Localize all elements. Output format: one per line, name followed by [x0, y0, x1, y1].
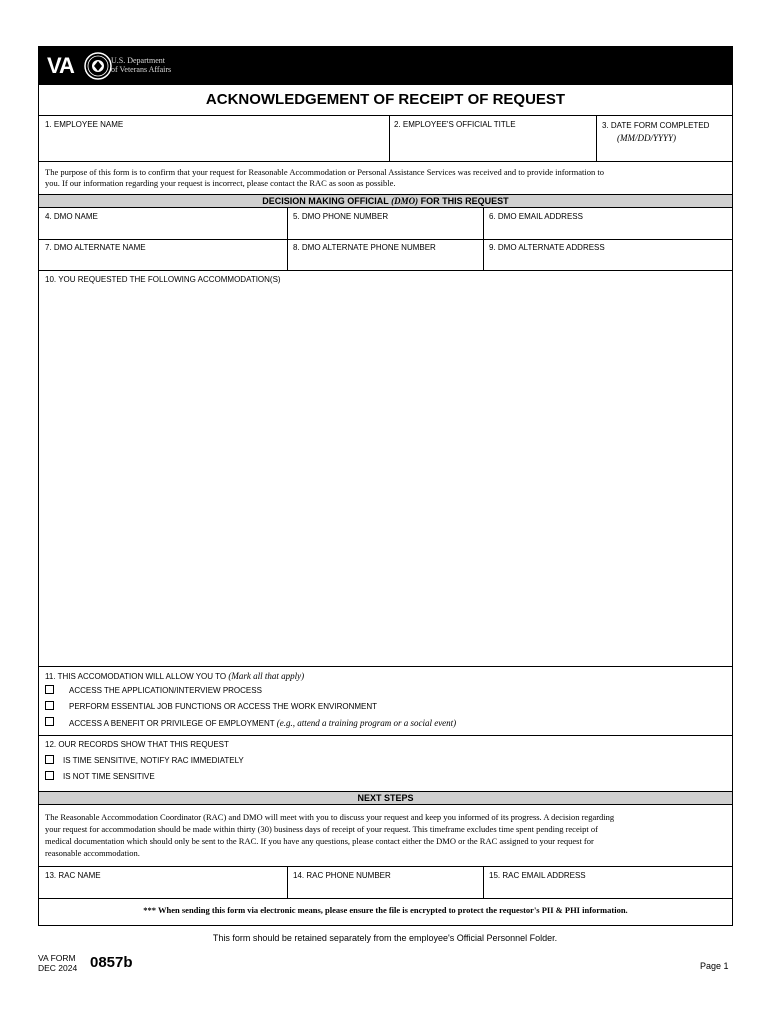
purpose-line-1: The purpose of this form is to confirm that your request for Reasonable Accommodation or Personal Assistance Services was received and to provide information to: [45, 167, 604, 177]
date-completed-field[interactable]: 3. DATE FORM COMPLETED: [602, 121, 710, 130]
department-name: U.S. Department of Veterans Affairs: [111, 56, 172, 74]
accommodations-requested-label: 10. YOU REQUESTED THE FOLLOWING ACCOMMODATION(S): [45, 275, 281, 284]
form-number: 0857b: [90, 954, 133, 971]
date-format-hint: (MM/DD/YYYY): [617, 133, 677, 143]
next-steps-header: NEXT STEPS: [39, 791, 732, 805]
job-functions-checkbox[interactable]: [45, 701, 54, 710]
va-logo: VA: [47, 53, 74, 78]
dmo-phone-field[interactable]: 5. DMO PHONE NUMBER: [293, 212, 389, 221]
job-functions-label: PERFORM ESSENTIAL JOB FUNCTIONS OR ACCESS THE WORK ENVIRONMENT: [69, 702, 378, 711]
next-steps-line-1: The Reasonable Accommodation Coordinator (RAC) and DMO will meet with you to discuss your request and keep you informed of its progress. A decision regarding: [45, 812, 615, 822]
application-process-label: ACCESS THE APPLICATION/INTERVIEW PROCESS: [69, 686, 262, 695]
page-number: Page 1: [700, 961, 729, 971]
form-id-block: VA FORM DEC 2024: [38, 953, 78, 973]
rac-email-field[interactable]: 15. RAC EMAIL ADDRESS: [489, 871, 586, 880]
retention-note: This form should be retained separately from the employee's Official Personnel Folder.: [212, 933, 558, 943]
not-time-sensitive-label: IS NOT TIME SENSITIVE: [63, 772, 155, 781]
next-steps-line-3: medical documentation which should only be sent to the RAC. If you have any questions, please contact either the DMO or the RAC assigned to your request for: [45, 836, 594, 846]
dmo-section-header: DECISION MAKING OFFICIAL (DMO) FOR THIS REQUEST: [39, 194, 732, 208]
rac-phone-field[interactable]: 14. RAC PHONE NUMBER: [293, 871, 391, 880]
va-header-bar: [39, 47, 732, 85]
time-sensitive-checkbox[interactable]: [45, 755, 54, 764]
dmo-alternate-phone-field[interactable]: 8. DMO ALTERNATE PHONE NUMBER: [293, 243, 436, 252]
va-seal-icon: [83, 51, 113, 81]
purpose-line-2: you. If our information regarding your request is incorrect, please contact the RAC as soon as possible.: [45, 178, 396, 188]
benefit-privilege-checkbox[interactable]: [45, 717, 54, 726]
encryption-notice: *** When sending this form via electronic means, please ensure the file is encrypted to protect the requestor's PII & PHI information.: [143, 905, 628, 915]
next-steps-line-4: reasonable accommodation.: [45, 848, 140, 858]
form-title: ACKNOWLEDGEMENT OF RECEIPT OF REQUEST: [205, 91, 566, 108]
dmo-name-field[interactable]: 4. DMO NAME: [45, 212, 98, 221]
employee-name-field[interactable]: 1. EMPLOYEE NAME: [45, 120, 124, 129]
not-time-sensitive-checkbox[interactable]: [45, 771, 54, 780]
dmo-alternate-name-field[interactable]: 7. DMO ALTERNATE NAME: [45, 243, 146, 252]
accommodations-requested-area[interactable]: [39, 287, 732, 665]
section-11-label: 11. THIS ACCOMODATION WILL ALLOW YOU TO (Mark all that apply): [45, 671, 305, 681]
benefit-privilege-label: ACCESS A BENEFIT OR PRIVILEGE OF EMPLOYMENT (e.g., attend a training program or a social event): [69, 718, 457, 728]
application-process-checkbox[interactable]: [45, 685, 54, 694]
employee-title-field[interactable]: 2. EMPLOYEE'S OFFICIAL TITLE: [394, 120, 516, 129]
time-sensitive-label: IS TIME SENSITIVE, NOTIFY RAC IMMEDIATELY: [63, 756, 244, 765]
form-page: [38, 46, 733, 926]
next-steps-line-2: your request for accommodation should be made within thirty (30) business days of receipt of your request. This timeframe excludes time spent pending receipt of: [45, 824, 598, 834]
section-12-label: 12. OUR RECORDS SHOW THAT THIS REQUEST: [45, 740, 229, 749]
dmo-alternate-address-field[interactable]: 9. DMO ALTERNATE ADDRESS: [489, 243, 605, 252]
dmo-email-field[interactable]: 6. DMO EMAIL ADDRESS: [489, 212, 583, 221]
rac-name-field[interactable]: 13. RAC NAME: [45, 871, 101, 880]
